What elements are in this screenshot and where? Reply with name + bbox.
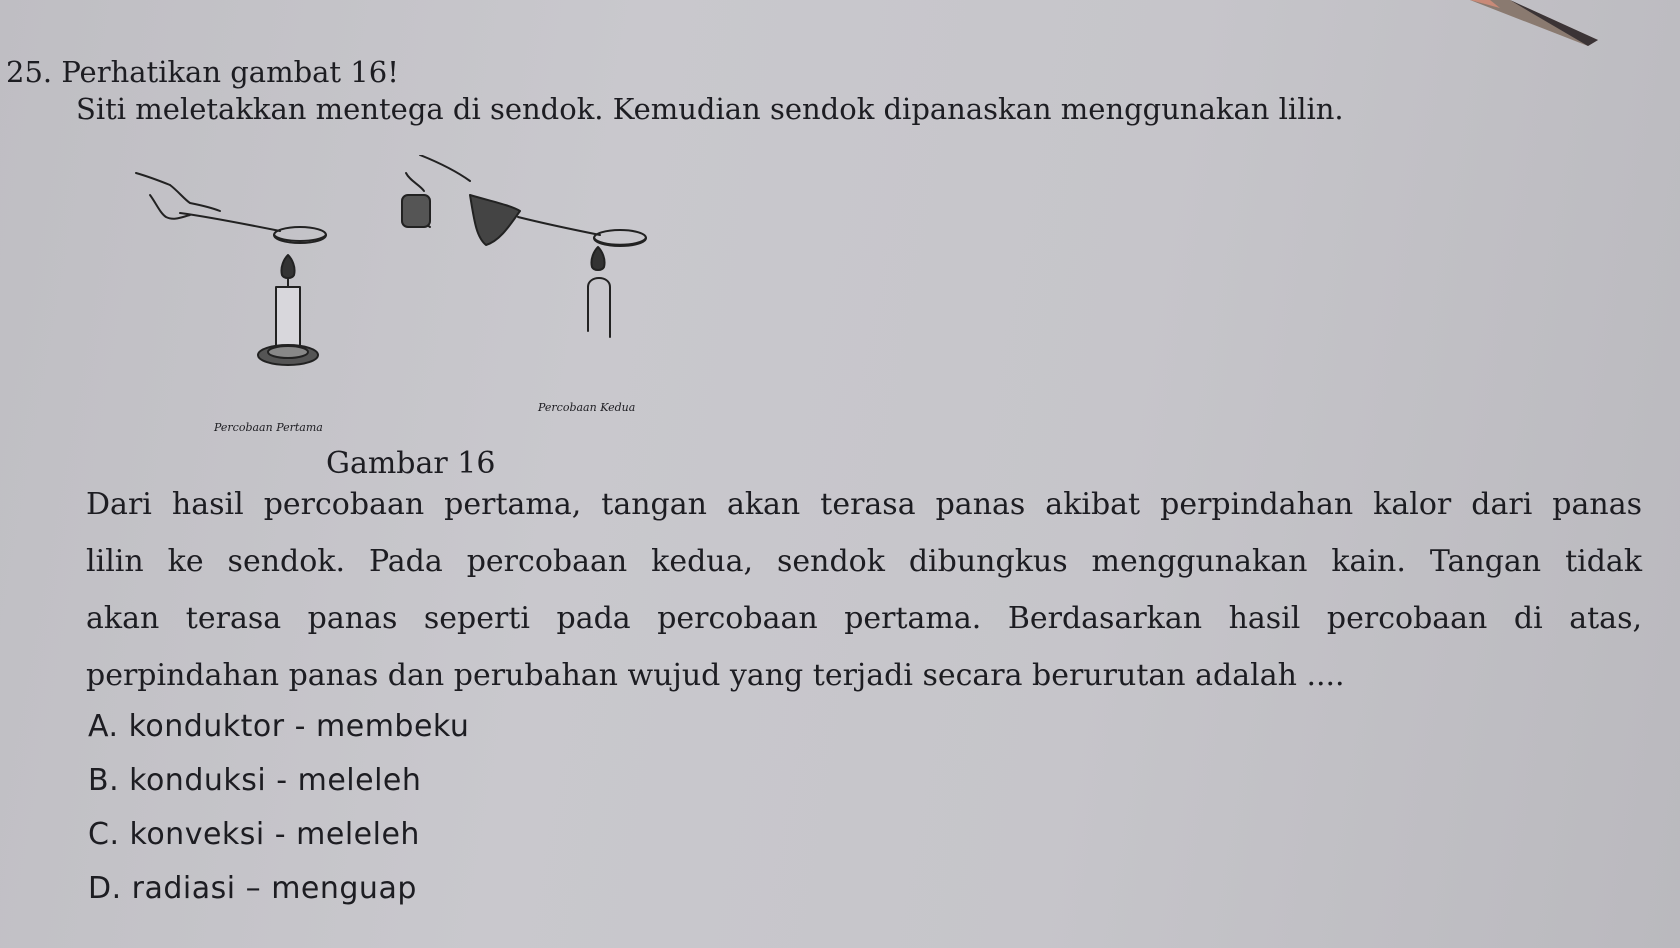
paragraph-line: lilin ke sendok. Pada percobaan kedua, sendok dibungkus menggunakan kain. Tangan tidak: [86, 544, 1642, 579]
answer-options: [88, 700, 469, 916]
first-experiment-drawing: [136, 173, 326, 365]
figure-caption: Gambar 16: [326, 446, 496, 481]
question-paragraph: [86, 476, 1642, 704]
label-first-experiment: Percobaan Pertama: [214, 421, 323, 434]
label-second-experiment: Percobaan Kedua: [538, 401, 636, 414]
question-intro: Siti meletakkan mentega di sendok. Kemudian sendok dipanaskan menggunakan lilin.: [76, 92, 1344, 126]
paragraph-line: perpindahan panas dan perubahan wujud yang terjadi secara berurutan adalah ....: [86, 658, 1345, 693]
second-experiment-drawing: [402, 155, 646, 337]
option-c[interactable]: C. konveksi - meleleh: [88, 817, 420, 852]
option-a[interactable]: A. konduktor - membeku: [88, 709, 470, 744]
option-b[interactable]: B. konduksi - meleleh: [88, 763, 422, 798]
figure-16: [120, 155, 720, 445]
paragraph-line: Dari hasil percobaan pertama, tangan akan terasa panas akibat perpindahan kalor dari panas: [86, 487, 1642, 522]
question-title: 25. Perhatikan gambat 16!: [6, 55, 399, 89]
pencil-tip-icon: [1470, 0, 1620, 60]
paragraph-line: akan terasa panas seperti pada percobaan pertama. Berdasarkan hasil percobaan di atas,: [86, 601, 1642, 636]
option-d[interactable]: D. radiasi – menguap: [88, 871, 417, 906]
